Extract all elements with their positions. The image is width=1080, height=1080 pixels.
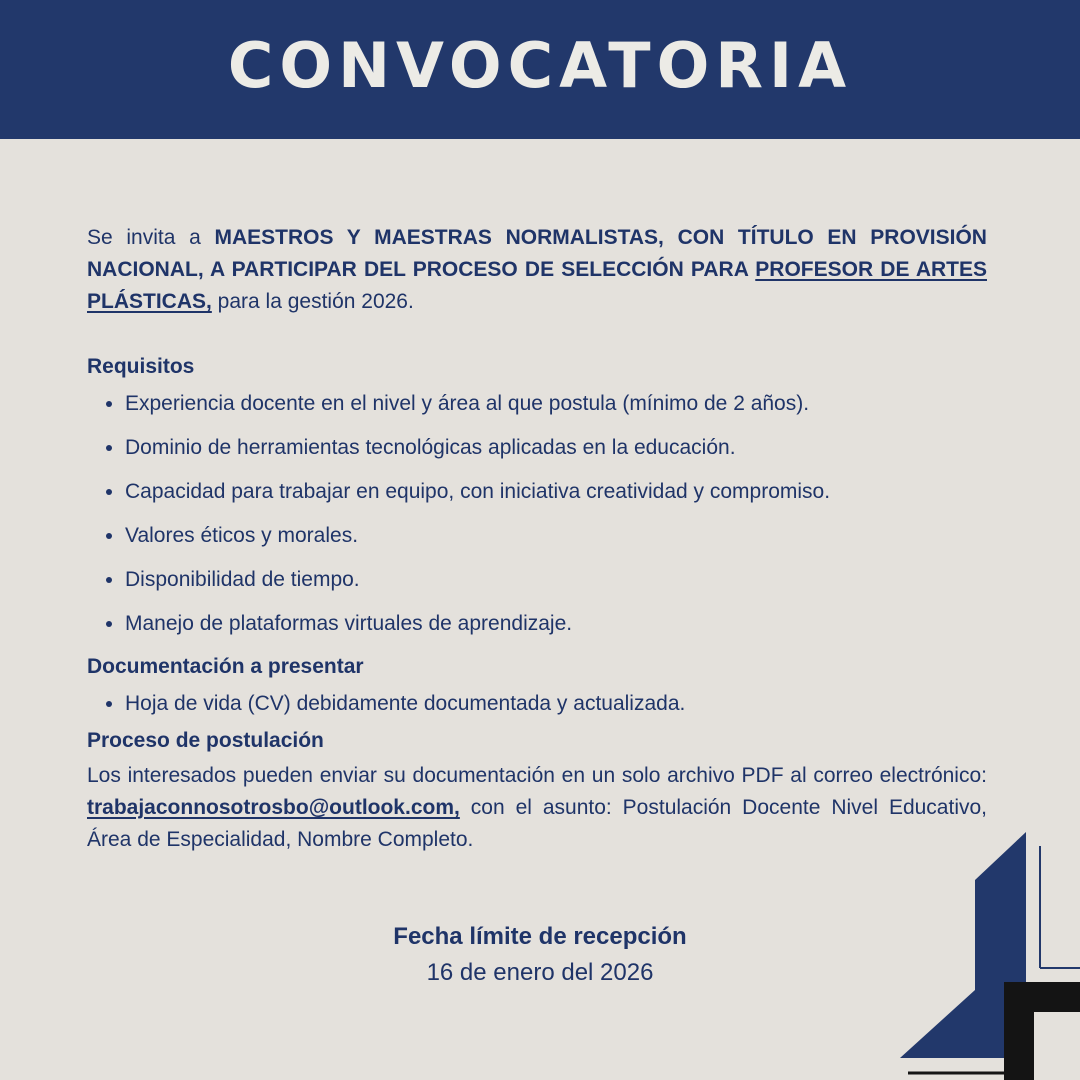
process-title: Proceso de postulación <box>87 729 324 752</box>
list-item: • Hoja de vida (CV) debidamente documentada y actualizada. <box>125 690 987 718</box>
process-text-before: Los interesados pueden enviar su documentación en un solo archivo PDF al correo electrónico: <box>87 764 987 787</box>
list-item: • Disponibilidad de tiempo. <box>125 566 987 594</box>
intro-prefix: Se invita a <box>87 226 215 249</box>
list-item: • Capacidad para trabajar en equipo, con iniciativa creatividad y compromiso. <box>125 478 987 506</box>
documentation-title: Documentación a presentar <box>87 655 364 678</box>
deadline-title: Fecha límite de recepción <box>393 923 687 950</box>
intro-bold: MAESTROS Y MAESTRAS NORMALISTAS, CON TÍTULO EN PROVISIÓN NACIONAL, A PARTICIPAR DEL PROCESO DE SELECCIÓN PARA <box>87 226 987 281</box>
intro-suffix: para la gestión 2026. <box>211 290 414 313</box>
intro-position: PROFESOR DE ARTES PLÁSTICAS, <box>87 258 987 313</box>
process-text-after: con el asunto: Postulación Docente Nivel Educativo, Área de Especialidad, Nombre Completo. <box>87 796 987 851</box>
requirements-title: Requisitos <box>87 355 195 378</box>
list-item: • Dominio de herramientas tecnológicas aplicadas en la educación. <box>125 434 987 462</box>
list-item: • Valores éticos y morales. <box>125 522 987 550</box>
deadline-date: 16 de enero del 2026 <box>426 959 654 986</box>
black-inner-cut <box>1034 1012 1080 1080</box>
email-link[interactable]: trabajaconnosotrosbo@outlook.com, <box>87 796 460 819</box>
list-item: • Experiencia docente en el nivel y área al que postula (mínimo de 2 años). <box>125 390 987 418</box>
list-item: • Manejo de plataformas virtuales de aprendizaje. <box>125 610 987 638</box>
page-title: CONVOCATORIA <box>227 29 853 102</box>
